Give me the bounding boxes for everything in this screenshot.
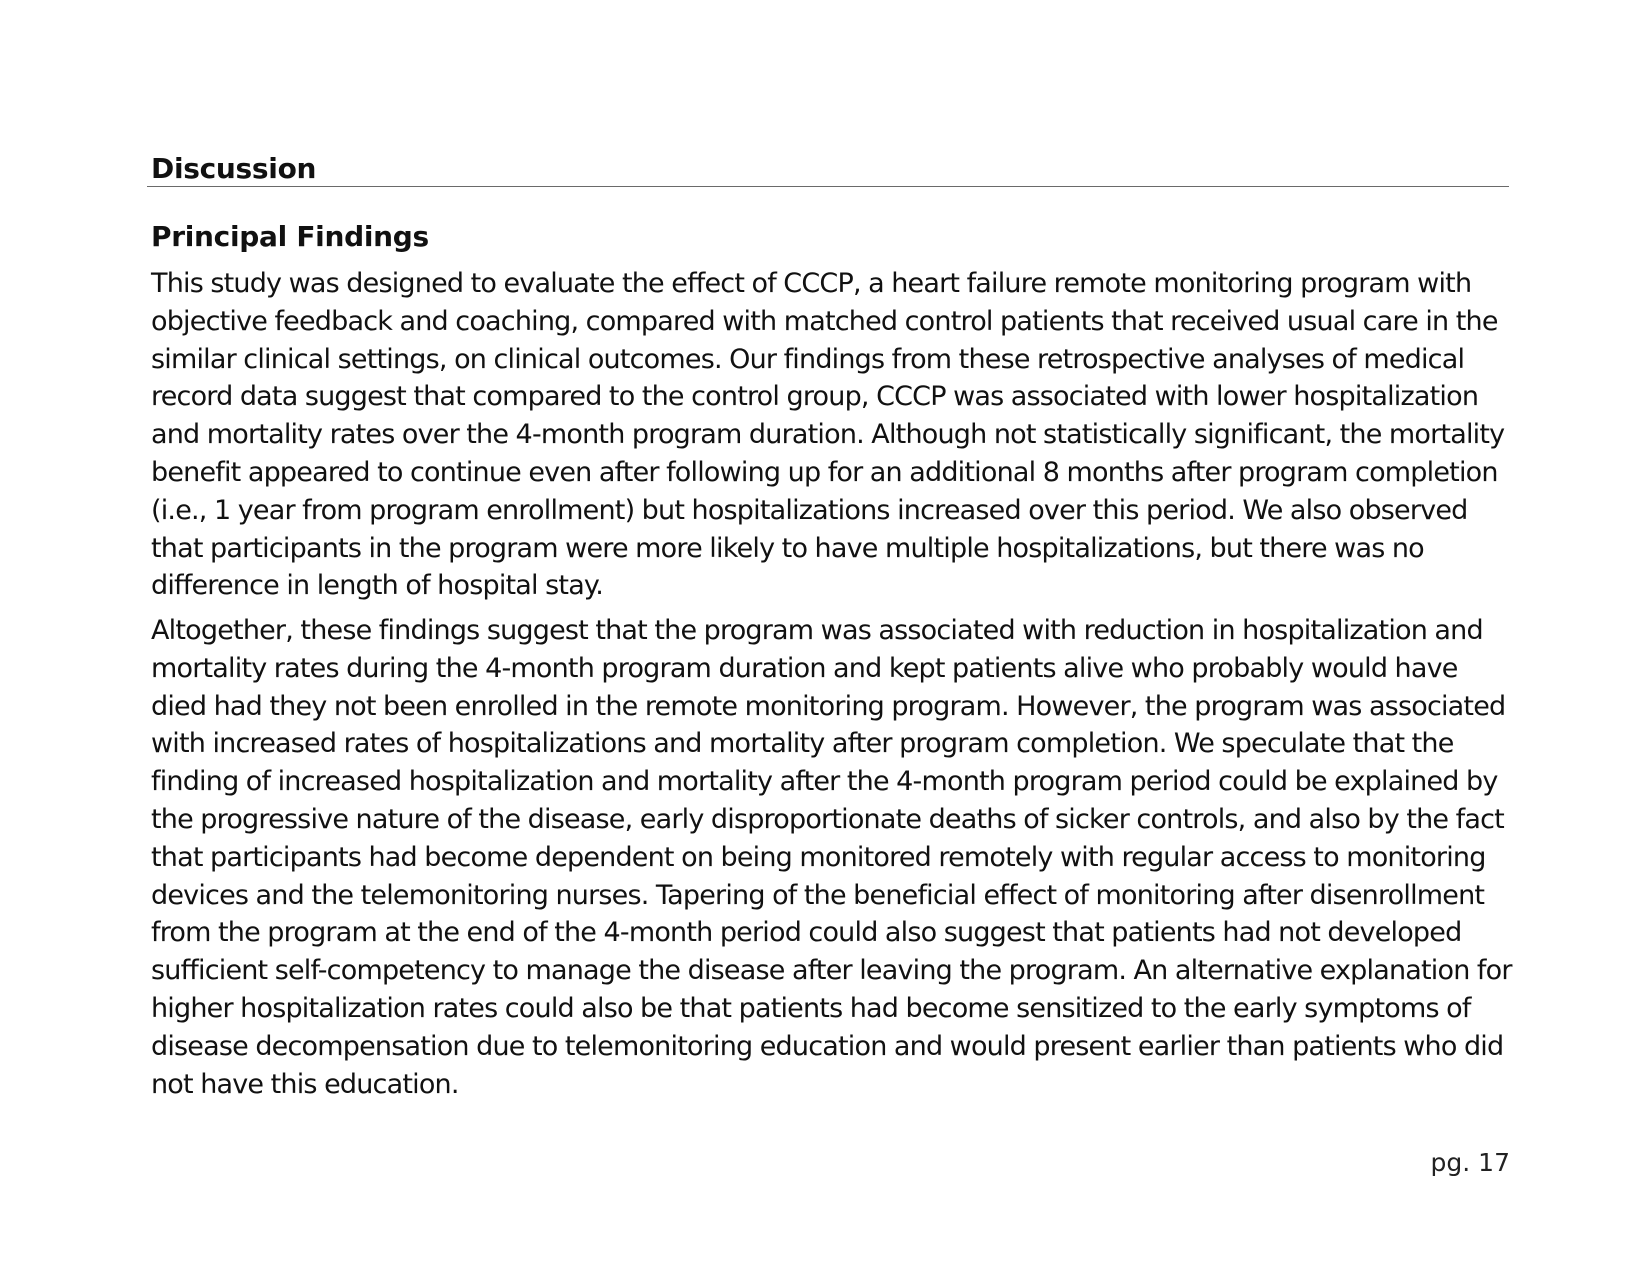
paragraph-1: This study was designed to evaluate the effect of CCCP, a heart failure remote monitoring program with objective feedback and coaching, compared with matched control patients that received usual care in the similar clinical settings, on clinical outcomes. Our findings from these retrospective analyses of medical record data suggest that compared to the control group, CCCP was associated with lower hospitalization and mortality rates over the 4-month program duration. Although not statistically significant, the mortality benefit appeared to continue even after following up for an additional 8 months after program completion (i.e., 1 year from program enrollment) but hospitalizations increased over this period. We also observed that participants in the program were more likely to have multiple hospitalizations, but there was no difference in length of hospital stay. [151, 268, 1505, 602]
paragraph-2: Altogether, these findings suggest that the program was associated with reduction in hospitalization and mortality rates during the 4-month program duration and kept patients alive who probably would have died had they not been enrolled in the remote monitoring program. However, the program was associated with increased rates of hospitalizations and mortality after program completion. We speculate that the finding of increased hospitalization and mortality after the 4-month program period could be explained by the progressive nature of the disease, early disproportionate deaths of sicker controls, and also by the fact that participants had become dependent on being monitored remotely with regular access to monitoring devices and the telemonitoring nurses. Tapering of the beneficial effect of monitoring after disenrollment from the program at the end of the 4-month period could also suggest that patients had not developed sufficient self-competency to manage the disease after leaving the program. An alternative explanation for higher hospitalization rates could also be that patients had become sensitized to the early symptoms of disease decompensation due to telemonitoring education and would present earlier than patients who did not have this education. [151, 615, 1512, 1100]
subheading-principal-findings: Principal Findings [151, 220, 429, 253]
page-number: pg. 17 [1430, 1148, 1510, 1177]
section-heading-discussion: Discussion [151, 152, 317, 185]
section-divider [147, 186, 1509, 187]
